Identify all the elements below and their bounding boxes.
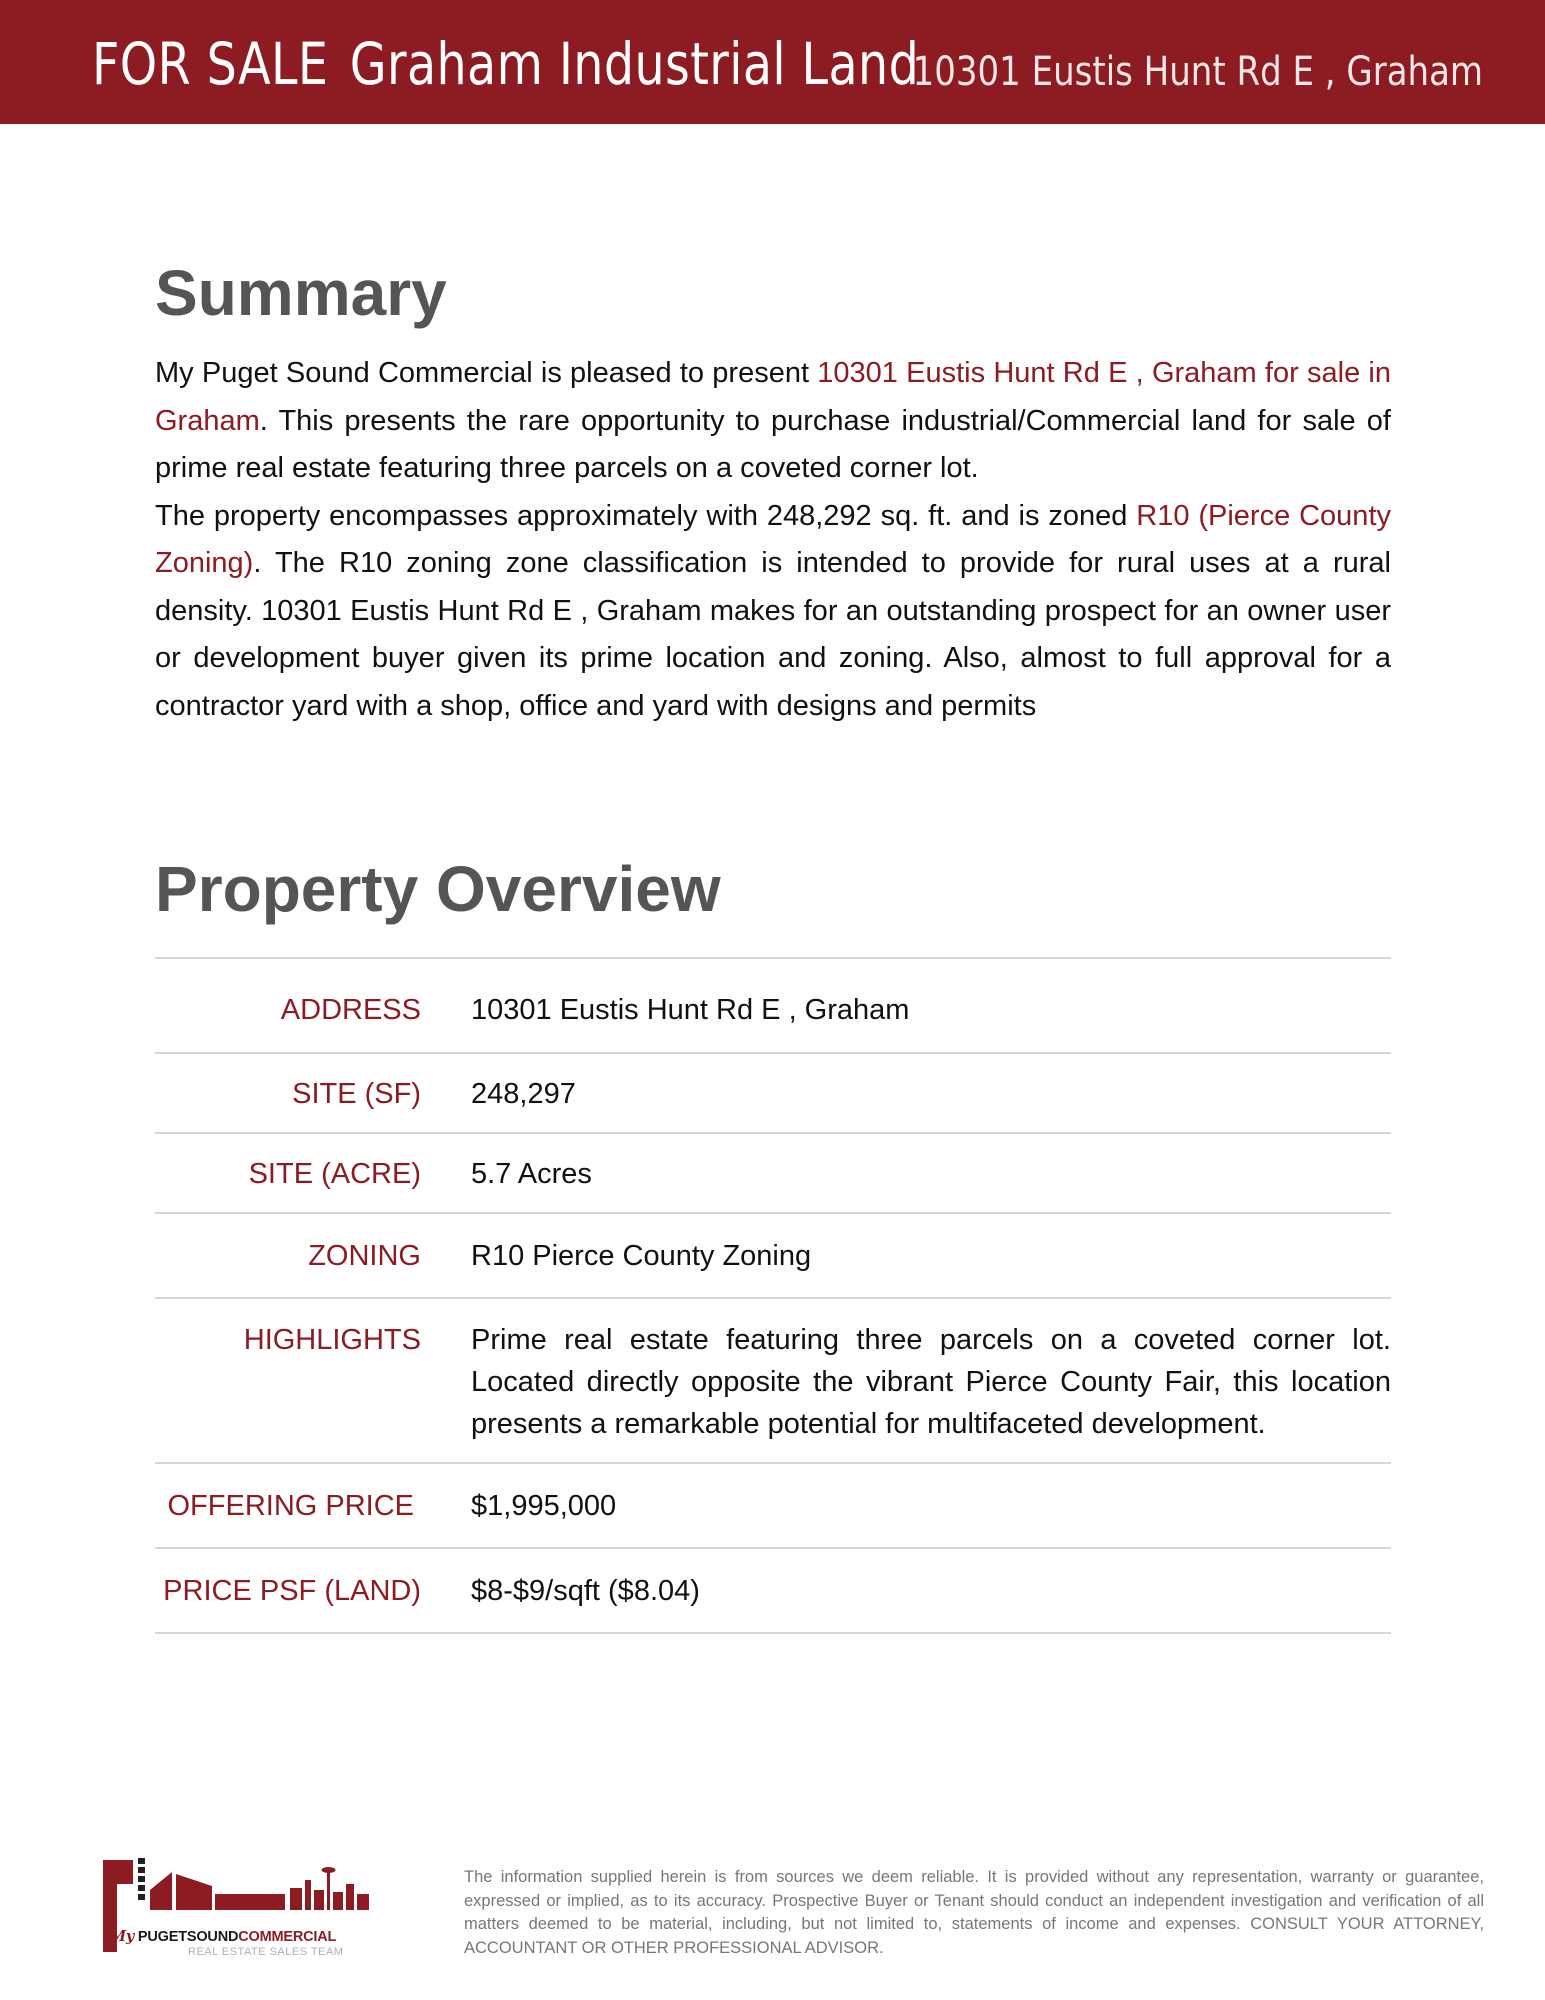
logo-wordmark bbox=[110, 1928, 336, 1945]
table-row-highlights bbox=[155, 1299, 1391, 1464]
header-bar bbox=[0, 0, 1545, 124]
row-value: R10 Pierce County Zoning bbox=[471, 1240, 812, 1272]
table-row-zoning bbox=[155, 1214, 1391, 1299]
row-label: PRICE PSF (LAND) bbox=[163, 1575, 421, 1607]
summary-paragraph-1 bbox=[155, 350, 1391, 493]
logo-my: My bbox=[110, 1928, 135, 1945]
logo-name-dark: PUGETSOUND bbox=[137, 1929, 239, 1945]
row-label: SITE (ACRE) bbox=[248, 1158, 421, 1190]
row-value: 5.7 Acres bbox=[471, 1158, 592, 1190]
table-row-site-acre bbox=[155, 1134, 1391, 1214]
row-value: 248,297 bbox=[471, 1078, 576, 1110]
summary-text: My Puget Sound Commercial is pleased to present bbox=[155, 357, 818, 389]
row-label: SITE (SF) bbox=[292, 1078, 421, 1110]
summary-text: . This presents the rare opportunity to purchase industrial/Commercial land for sale of prime real estate featuring three parcels on a coveted corner lot. bbox=[155, 404, 1391, 484]
property-link[interactable]: 10301 Eustis Hunt Rd E , Graham for sale in Graham bbox=[155, 357, 1391, 437]
row-label: HIGHLIGHTS bbox=[243, 1324, 421, 1356]
table-row-price-psf bbox=[155, 1549, 1391, 1634]
table-row-offering-price bbox=[155, 1464, 1391, 1549]
property-overview-table bbox=[155, 957, 1391, 1634]
summary-body bbox=[155, 350, 1391, 730]
logo-tagline: REAL ESTATE SALES TEAM bbox=[188, 1946, 344, 1958]
logo-name-red: COMMERCIAL bbox=[238, 1929, 337, 1945]
zoning-link[interactable]: R10 (Pierce County Zoning) bbox=[155, 499, 1391, 579]
listing-title bbox=[92, 30, 919, 98]
row-value: Prime real estate featuring three parcels on a coveted corner lot. Located directly opposite the vibrant Pierce County Fair, this location presents a remarkable potential for multifaceted development. bbox=[471, 1324, 1391, 1440]
summary-paragraph-2 bbox=[155, 493, 1391, 731]
row-value: $8-$9/sqft ($8.04) bbox=[471, 1575, 700, 1607]
summary-text: . The R10 zoning zone classification is intended to provide for rural uses at a rural density. 10301 Eustis Hunt Rd E , Graham makes for an outstanding prospect for an owner user or development buyer given its prime location and zoning. Also, almost to full approval for a contractor yard with a shop, office and yard with designs and permits bbox=[155, 547, 1391, 722]
summary-heading: Summary bbox=[155, 257, 447, 329]
overview-heading: Property Overview bbox=[155, 853, 721, 925]
for-sale-label: FOR SALE bbox=[92, 30, 329, 98]
disclaimer: The information supplied herein is from sources we deem reliable. It is provided without any representation, warranty or guarantee, expressed or implied, as to its accuracy. Prospective Buyer or Tenant should conduct an independent investigation and verification of all matters deemed to be material, including, but not limited to, statements of income and expenses. CONSULT YOUR ATTORNEY, ACCOUNTANT OR OTHER PROFESSIONAL ADVISOR. bbox=[464, 1868, 1484, 1957]
property-title: Graham Industrial Land bbox=[349, 30, 920, 98]
row-value: 10301 Eustis Hunt Rd E , Graham bbox=[471, 994, 910, 1026]
row-value: $1,995,000 bbox=[471, 1490, 617, 1522]
row-label: OFFERING PRICE bbox=[167, 1490, 414, 1522]
table-row-address bbox=[155, 959, 1391, 1054]
row-label: ADDRESS bbox=[280, 994, 421, 1026]
table-row-site-sf bbox=[155, 1054, 1391, 1134]
row-label: ZONING bbox=[308, 1240, 421, 1272]
header-address: 10301 Eustis Hunt Rd E , Graham bbox=[912, 49, 1483, 95]
summary-text: The property encompasses approximately with 248,292 sq. ft. and is zoned bbox=[155, 499, 1137, 532]
